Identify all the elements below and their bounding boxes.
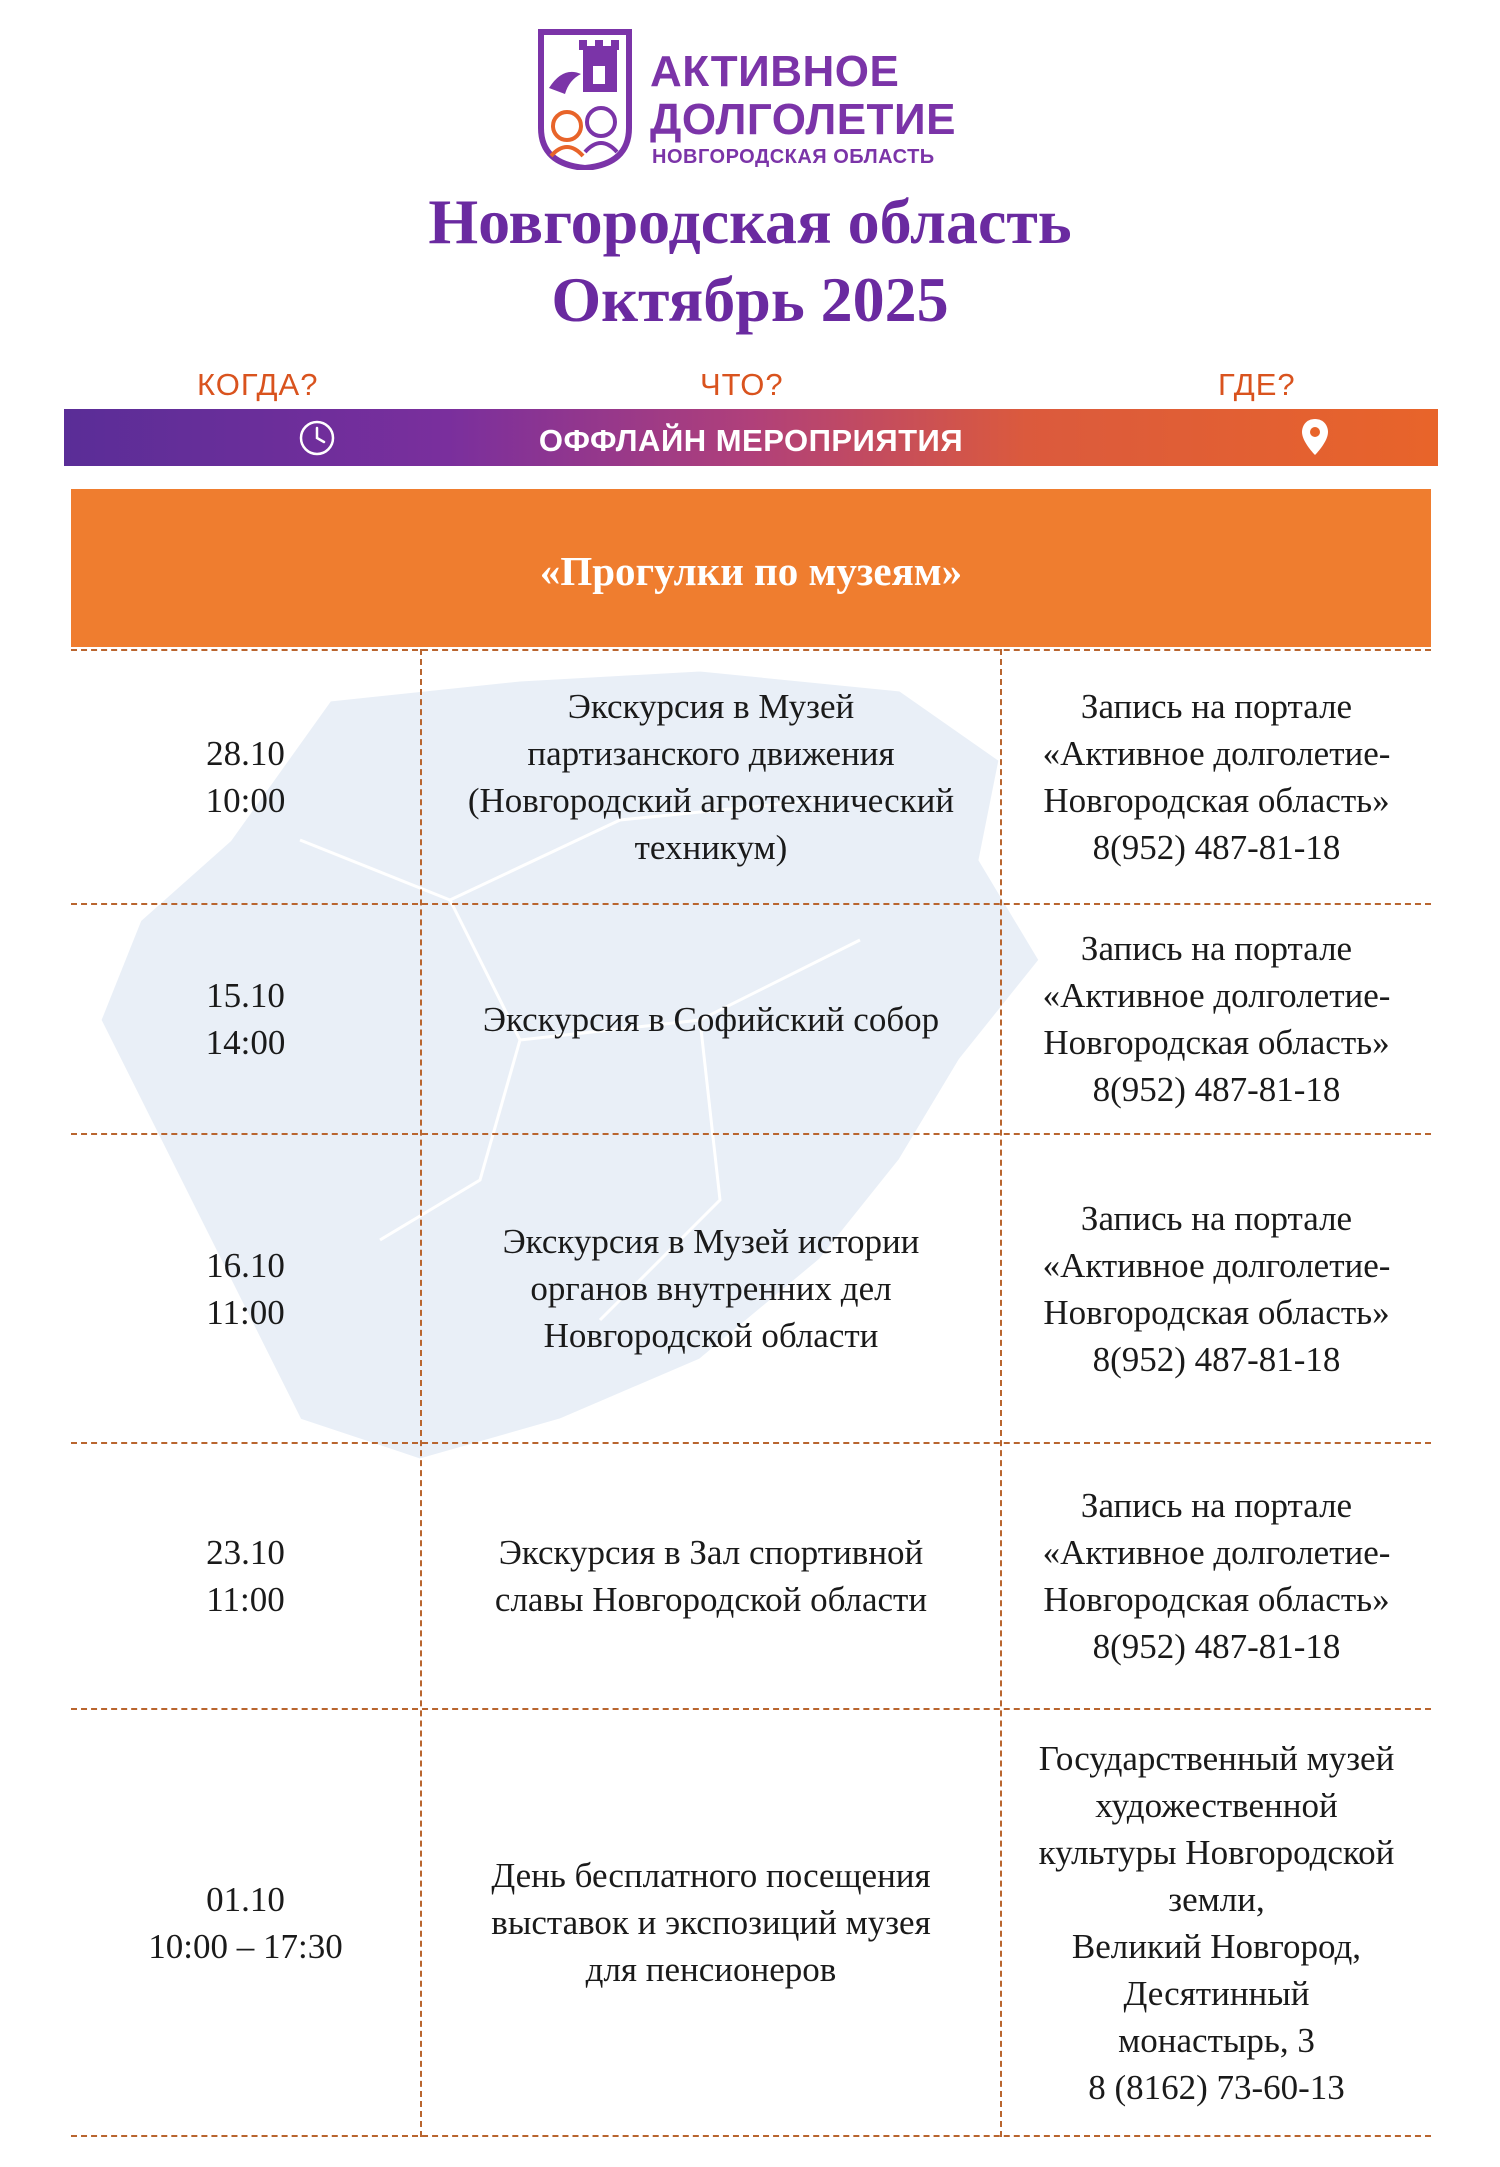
column-header-where: ГДЕ?: [1218, 367, 1296, 402]
logo: [535, 28, 975, 170]
event-location: Запись на портале «Активное долголетие- Новгородская область» 8(952) 487-81-18: [1042, 1486, 1391, 1666]
offline-events-band: [64, 409, 1438, 466]
logo-emblem-icon: [535, 28, 635, 170]
location-pin-icon: [1300, 417, 1330, 457]
logo-text-line3: НОВГОРОДСКАЯ ОБЛАСТЬ: [652, 146, 935, 168]
event-date: 01.10 10:00 – 17:30: [148, 1879, 343, 1966]
event-location: Запись на портале «Активное долголетие- Новгородская область» 8(952) 487-81-18: [1042, 929, 1391, 1109]
band-label: ОФФЛАЙН МЕРОПРИЯТИЯ: [538, 423, 964, 458]
page-title: Новгородская область: [428, 186, 1072, 257]
event-location: Запись на портале «Активное долголетие- Новгородская область» 8(952) 487-81-18: [1042, 687, 1391, 867]
event-date: 28.10 10:00: [205, 734, 286, 820]
page-subtitle: Октябрь 2025: [551, 264, 949, 335]
event-location: Запись на портале «Активное долголетие- Новгородская область» 8(952) 487-81-18: [1042, 1198, 1391, 1379]
column-header-when: КОГДА?: [197, 367, 319, 402]
column-header-what: ЧТО?: [700, 367, 784, 402]
row-divider: [71, 2135, 1431, 2137]
event-date: 15.10 14:00: [205, 976, 286, 1062]
event-date: 16.10 11:00: [206, 1245, 285, 1332]
event-date: 23.10 11:00: [206, 1533, 285, 1619]
event-title: Экскурсия в Музей истории органов внутренних дел Новгородской области: [502, 1222, 920, 1355]
logo-text-line2: ДОЛГОЛЕТИЕ: [650, 95, 956, 144]
event-location: Государственный музей художественной культуры Новгородской земли, Великий Новгород, Десятинный монастырь, 3 8 (8162) 73-60-13: [1038, 1738, 1395, 2107]
event-title: День бесплатного посещения выставок и экспозиций музея для пенсионеров: [491, 1856, 931, 1989]
event-title: Экскурсия в Зал спортивной славы Новгородской области: [494, 1533, 928, 1619]
event-title: Экскурсия в Софийский собор: [482, 999, 940, 1039]
event-title: Экскурсия в Музей партизанского движения (Новгородский агротехнический техникум): [467, 687, 955, 867]
logo-text-line1: АКТИВНОЕ: [650, 47, 900, 96]
section-title: «Прогулки по музеям»: [539, 548, 963, 594]
section-header: [71, 489, 1431, 647]
